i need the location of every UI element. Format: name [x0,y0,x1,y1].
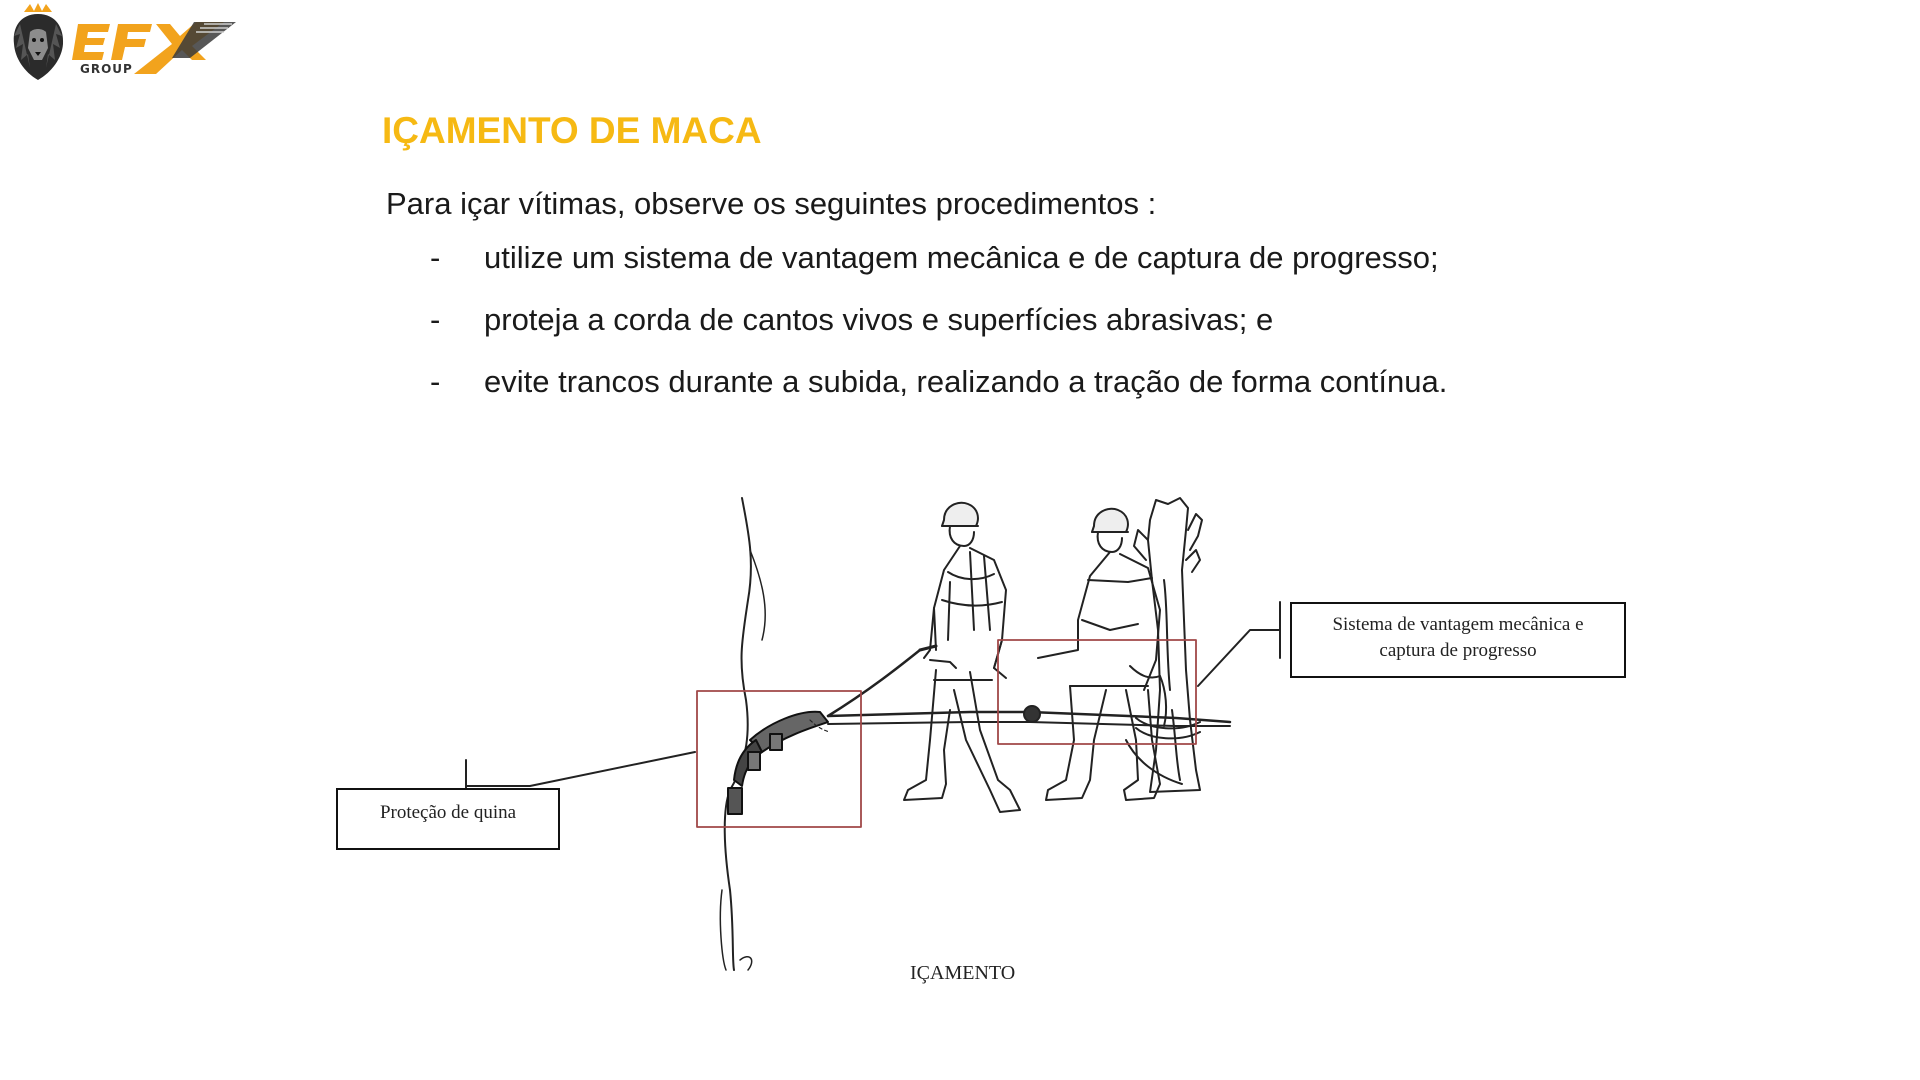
list-item [430,364,1447,426]
edge-protection-label: Proteção de quina [336,788,560,850]
bullet-dash: - [430,364,441,399]
procedure-list [430,240,1447,426]
rescue-illustration [330,490,1630,1010]
list-item-text: proteja a corda de cantos vivos e superfícies abrasivas; e [484,302,1274,337]
mechanical-advantage-label: Sistema de vantagem mecânica e captura de progresso [1290,602,1626,678]
bullet-dash: - [430,240,441,275]
cliff-edge-drawing [725,498,751,970]
list-item [430,302,1447,364]
figure-caption: IÇAMENTO [910,962,1016,984]
logo-group-text: GROUP [80,62,133,76]
list-item-text: utilize um sistema de vantagem mecânica e de captura de progresso; [484,240,1439,275]
tree-drawing [1126,498,1202,792]
page-title: IÇAMENTO DE MACA [382,110,762,151]
edge-protector-drawing [728,712,830,814]
rescuer-2-drawing [1038,509,1166,800]
efx-group-logo [6,2,238,84]
right-leader-line [1198,602,1280,686]
list-item [430,240,1447,302]
list-item-text: evite trancos durante a subida, realizando a tração de forma contínua. [484,364,1448,399]
lion-crown-icon [14,3,63,80]
bullet-dash: - [430,302,441,337]
rescuer-1-drawing [904,503,1020,812]
intro-text: Para içar vítimas, observe os seguintes procedimentos : [386,186,1157,221]
